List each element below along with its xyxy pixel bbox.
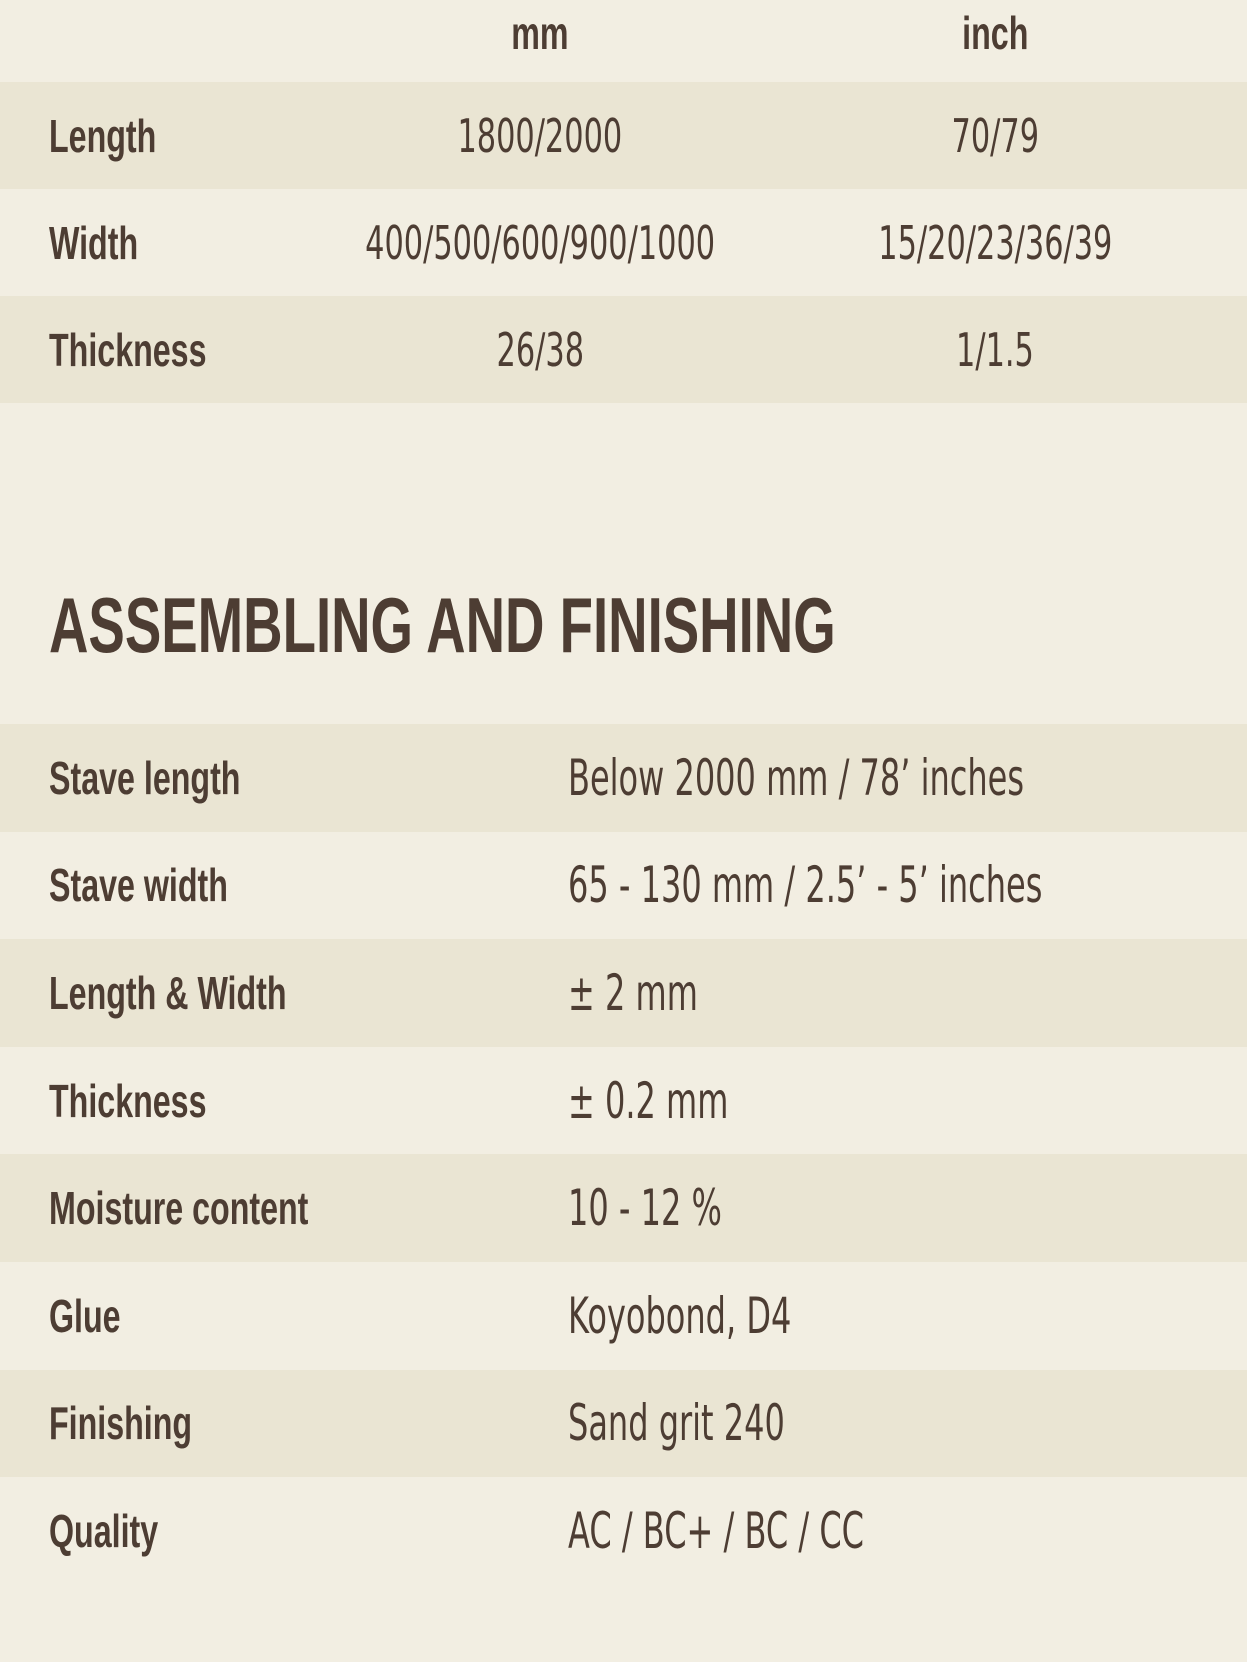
spec-value: ± 2 mm: [568, 963, 698, 1022]
table-row: [0, 1477, 1247, 1585]
spec-value: 10 - 12 %: [568, 1179, 722, 1238]
assembling-table: [0, 724, 1247, 1585]
section-title: [49, 580, 1173, 670]
spec-label: Stave length: [49, 751, 241, 804]
spec-value: ± 0.2 mm: [568, 1071, 729, 1130]
section-title-text: ASSEMBLING AND FINISHING: [49, 580, 836, 669]
spec-value: Koyobond, D4: [568, 1286, 792, 1345]
spec-label: Moisture content: [49, 1182, 309, 1235]
table-row: [0, 82, 1247, 189]
spec-label: Thickness: [49, 1074, 207, 1127]
row-mm-value: 1800/2000: [457, 108, 623, 163]
table-row: [0, 1370, 1247, 1478]
spec-label: Quality: [49, 1504, 159, 1557]
header-inch-cell: [790, 0, 1200, 82]
spec-label: Finishing: [49, 1397, 193, 1450]
row-mm-value: 400/500/600/900/1000: [365, 215, 715, 270]
spec-label: Stave width: [49, 859, 228, 912]
table-row: [0, 1047, 1247, 1155]
row-inch-value: 70/79: [951, 108, 1039, 163]
row-inch-value: 1/1.5: [956, 322, 1034, 377]
row-mm-value: 26/38: [496, 322, 584, 377]
header-mm: mm: [511, 7, 569, 59]
row-label: Thickness: [49, 323, 207, 376]
table-row: [0, 724, 1247, 832]
header-mm-cell: [290, 0, 790, 82]
table-row: [0, 1262, 1247, 1370]
spec-label: Glue: [49, 1289, 121, 1342]
spec-value: Sand grit 240: [568, 1394, 785, 1453]
table-row: [0, 296, 1247, 403]
spec-value: 65 - 130 mm / 2.5’ - 5’ inches: [568, 856, 1043, 915]
spec-value: Below 2000 mm / 78’ inches: [568, 748, 1024, 807]
spec-label: Length & Width: [49, 966, 287, 1019]
table-row: [0, 189, 1247, 296]
table-row: [0, 832, 1247, 940]
row-label: Width: [49, 216, 139, 269]
table-row: [0, 1154, 1247, 1262]
row-label: Length: [49, 109, 157, 162]
dimensions-table: [0, 0, 1247, 403]
row-inch-value: 15/20/23/36/39: [877, 215, 1113, 270]
header-inch: inch: [961, 7, 1029, 59]
dimensions-header-row: [0, 0, 1247, 82]
table-row: [0, 939, 1247, 1047]
spec-value: AC / BC+ / BC / CC: [568, 1501, 865, 1560]
